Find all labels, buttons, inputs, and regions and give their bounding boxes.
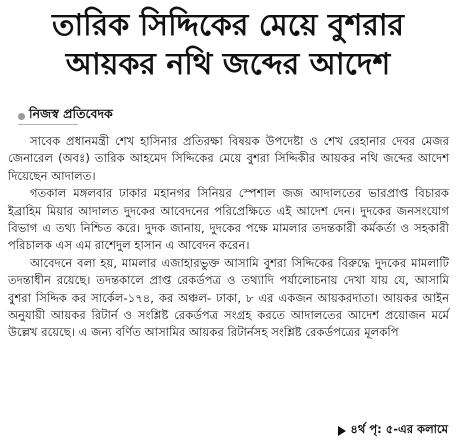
article-body — [8, 133, 449, 342]
article-paragraph-3: আবেদনে বলা হয়, মামলার এজাহারভুক্ত আসামি বুশরা সিদ্দিকের বিরুদ্ধে দুদকের মামলাটি তদন্তাধীন রয়েছে। তদন্তকালে প্রাপ্ত রেকর্ডপত্র ও তথ্যাদি পর্যালোচনায় দেখা যায় যে, আসামি বুশরা সিদ্দিক কর সার্কেল-১৭৪, কর অঞ্চল- ঢাকা, ৮ এর একজন আয়করদাতা। আয়কর আইন অনুযায়ী আয়কর রিটার্ন ও সংশ্লিষ্ট রেকর্ডপত্র সংগ্রহ করতে আদালতের আদেশ প্রয়োজন মর্মে উল্লেখ রয়েছে। এ জন্য বর্ণিত আসামির আয়কর রিটার্নসহ সংশ্লিষ্ট রেকর্ডপত্রের মূলকপি — [8, 255, 449, 340]
headline-line-2: আয়কর নথি জব্দের আদেশ — [65, 47, 391, 82]
continuation-note — [338, 421, 448, 440]
arrow-right-icon — [338, 426, 346, 436]
headline — [0, 0, 456, 84]
continuation-text: ৪র্থ পৃ: ৫-এর কলামে — [350, 422, 448, 436]
headline-line-1: তারিক সিদ্দিকের মেয়ে বুশরার — [51, 8, 405, 43]
byline — [18, 106, 113, 126]
byline-text: নিজস্ব প্রতিবেদক — [29, 106, 113, 121]
bullet-dot-icon — [18, 113, 25, 120]
byline-divider — [18, 124, 78, 125]
article-paragraph-1: সাবেক প্রধানমন্ত্রী শেখ হাসিনার প্রতিরক্ষা বিষয়ক উপদেষ্টা ও শেখ রেহানার দেবর মেজর জেনারেল (অবঃ) তারিক আহমেদ সিদ্দিকের মেয়ে বুশরা সিদ্দিকীর আয়কর নথি জব্দের আদেশ দিয়েছেন আদালত। — [8, 134, 449, 183]
article-paragraph-2: গতকাল মঙ্গলবার ঢাকার মহানগর সিনিয়র স্পেশাল জজ আদালতের ভারপ্রাপ্ত বিচারক ইব্রাহিম মিয়ার আদালত দুদকের আবেদনের পরিপ্রেক্ষিতে এই আদেশ দেন। দুদকের জনসংযোগ বিভাগ এ তথ্য নিশ্চিত করে। দুদক জানায়, দুদকের পক্ষে মামলার তদন্তকারী কর্মকর্তা ও সহকারী পরিচালক এস এম রাশেদুল হাসান এ আবেদন করেন। — [8, 186, 449, 253]
